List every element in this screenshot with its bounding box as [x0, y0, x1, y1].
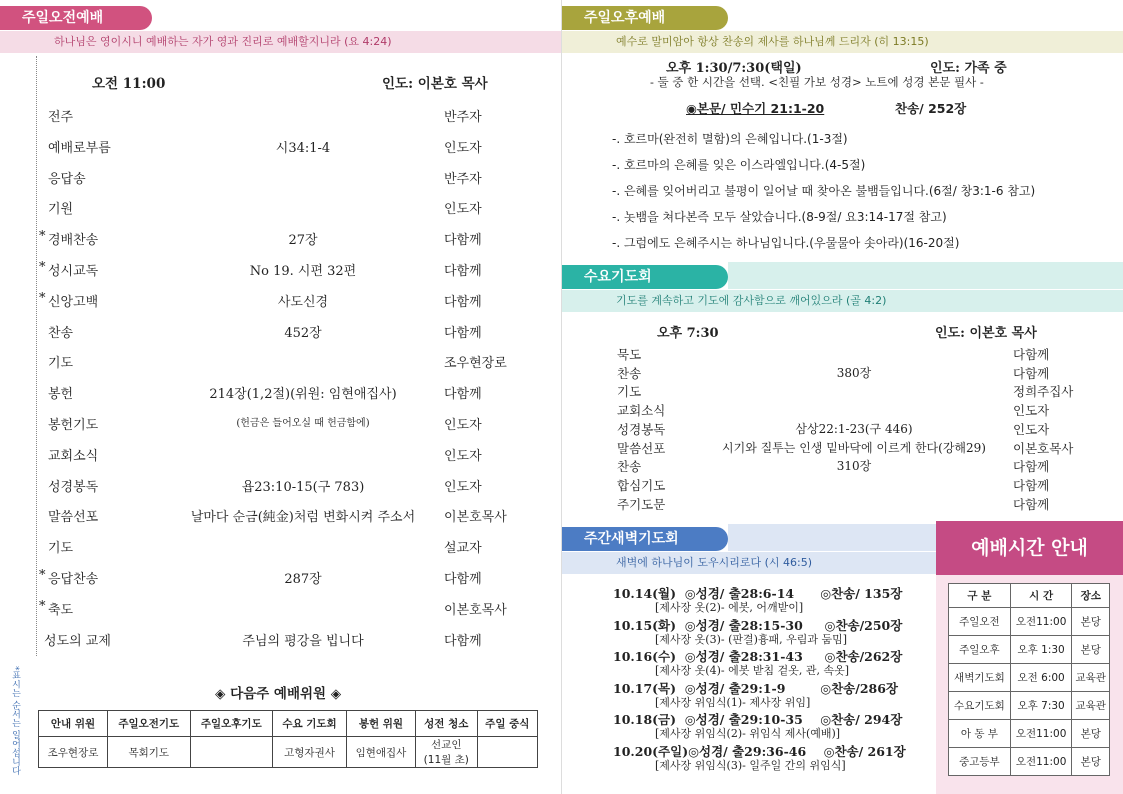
order-item-person: 인도자	[444, 418, 482, 433]
committee-value: 조우현장로	[39, 737, 108, 768]
wednesday-order-row	[617, 439, 1087, 457]
order-item-person: 다함께	[444, 325, 482, 341]
next-week-title: ◈ 다음주 예배위원 ◈	[215, 686, 342, 702]
order-item-name: 예배로부름	[48, 140, 111, 156]
dawn-bar	[728, 524, 936, 551]
sermon-point: -. 놋뱀을 쳐다본즉 모두 살았습니다.(8-9절/ 요3:14-17절 참고)	[612, 210, 947, 224]
morning-order-row	[48, 137, 538, 157]
order-item-person: 반주자	[444, 171, 482, 187]
order-item-person: 이본호목사	[444, 510, 507, 526]
order-item-person: 설교자	[444, 541, 482, 557]
order-item-detail: 날마다 순금(純金)처럼 변화시켜 주소서	[190, 510, 416, 526]
dawn-day-line: 10.15(화) ◎성경/ 출28:15-30 ◎찬송/250장	[613, 617, 903, 633]
order-item-person: 다함께	[1013, 365, 1050, 381]
order-item-detail: 287장	[284, 572, 322, 587]
committee-header: 주일 중식	[477, 711, 537, 737]
order-item-person: 조우현장로	[444, 356, 507, 372]
order-item-name: 찬송	[617, 365, 642, 381]
order-item-person: 다함께	[444, 294, 482, 310]
morning-title: 주일오전예배	[0, 6, 152, 30]
dawn-day-theme: [제사장 위임식(3)- 일주일 간의 위임식]	[655, 758, 846, 772]
sermon-point: -. 은혜를 잊어버리고 불평이 일어날 때 찾아온 불뱀들입니다.(6절/ 창3:1-6 참고)	[612, 184, 1036, 198]
committee-header: 수요 기도회	[273, 711, 347, 737]
committee-value: 선교인 (11월 초)	[415, 737, 477, 768]
committee-header: 주일오후기도	[190, 711, 273, 737]
morning-order-row	[39, 260, 538, 280]
order-item-person: 정희주집사	[1013, 384, 1074, 400]
dawn-day-theme: [제사장 옷(3)- (판결)흉패, 우림과 둠밈]	[655, 632, 848, 646]
morning-verse: 하나님은 영이시니 예배하는 자가 영과 진리로 예배할지니라 (요 4:24)	[0, 31, 561, 53]
morning-order-row	[48, 168, 538, 188]
order-item-person: 다함께	[444, 633, 482, 649]
dawn-title: 주간새벽기도회	[562, 527, 728, 551]
dawn-day-theme: [제사장 옷(2)- 에봇, 어깨받이]	[655, 601, 804, 614]
stand-mark: *	[39, 568, 46, 583]
afternoon-title: 주일오후예배	[562, 6, 728, 30]
order-item-person: 다함께	[444, 572, 482, 587]
order-item-detail: 사도신경	[277, 294, 329, 310]
order-item-name: 주기도문	[617, 496, 666, 512]
schedule-row	[949, 664, 1110, 692]
committee-value: 고형자권사	[273, 737, 347, 768]
sermon-point: -. 호르마(완전히 멸함)의 은혜입니다.(1-3절)	[612, 132, 848, 146]
morning-order-row	[48, 476, 538, 496]
order-item-person: 다함께	[444, 233, 482, 249]
committee-header: 봉헌 위원	[346, 711, 415, 737]
order-item-person: 반주자	[444, 110, 482, 125]
order-item-name: 기도	[48, 356, 74, 372]
afternoon-time: 오후 1:30/7:30(택일)	[666, 61, 802, 76]
schedule-cell: 중고등부	[949, 748, 1011, 776]
dawn-day-line: 10.14(월) ◎성경/ 출28:6-14 ◎찬송/ 135장	[613, 586, 903, 601]
side-note: *표시는 순서는 일어섭니다	[10, 666, 20, 776]
order-item-person: 인도자	[1013, 403, 1050, 419]
dawn-day-theme: [제사장 위임식(2)- 위임식 제사(예배)]	[655, 727, 841, 740]
order-item-name: 찬송	[617, 459, 642, 475]
order-item-person: 다함께	[444, 264, 482, 279]
wednesday-order-row	[617, 457, 1087, 475]
afternoon-verse: 예수로 말미암아 항상 찬송의 제사를 하나님께 드리자 (히 13:15)	[562, 31, 1123, 53]
morning-order-row	[48, 198, 538, 218]
order-item-detail: 시기와 질투는 인생 밑바닥에 이르게 한다(강해29)	[722, 440, 986, 455]
order-item-name: 말씀선포	[48, 510, 99, 526]
schedule-cell: 교육관	[1072, 664, 1110, 692]
order-item-detail: 380장	[836, 365, 872, 380]
order-item-detail: 시34:1-4	[275, 140, 331, 156]
schedule-cell: 새벽기도회	[949, 664, 1011, 692]
afternoon-text-label: ◉본문/ 민수기 21:1-20	[686, 101, 825, 116]
order-item-name: 응답찬송	[48, 572, 99, 587]
schedule-row	[949, 608, 1110, 636]
schedule-cell: 교육관	[1072, 692, 1110, 720]
schedule-cell: 주일오전	[949, 608, 1011, 636]
stand-mark: *	[39, 229, 46, 245]
page-divider	[561, 0, 562, 794]
order-item-detail: 452장	[284, 325, 322, 341]
morning-order-row	[48, 352, 538, 372]
schedule-header: 구 분	[949, 584, 1011, 608]
wednesday-order-row	[617, 401, 1087, 419]
order-item-name: 말씀선포	[617, 440, 666, 456]
schedule-cell: 본당	[1072, 748, 1110, 776]
wednesday-time: 오후 7:30	[657, 326, 719, 341]
schedule-row	[949, 692, 1110, 720]
schedule-cell: 오전11:00	[1010, 720, 1072, 748]
schedule-cell: 오전11:00	[1010, 608, 1072, 636]
morning-order-row	[39, 290, 538, 311]
morning-order-row	[44, 630, 538, 650]
order-item-name: 기도	[617, 384, 642, 400]
order-item-name: 성시교독	[48, 264, 99, 279]
schedule-cell: 오후 7:30	[1010, 692, 1072, 720]
order-item-detail: 삼상22:1-23(구 446)	[795, 421, 913, 436]
morning-order-row	[39, 598, 538, 619]
schedule-row	[949, 748, 1110, 776]
schedule-cell: 본당	[1072, 720, 1110, 748]
stand-mark: *	[39, 260, 46, 275]
order-item-detail: 27장	[288, 233, 318, 249]
wednesday-order-row	[617, 345, 1087, 363]
order-item-name: 경배찬송	[48, 233, 99, 249]
morning-order-row	[48, 106, 538, 126]
schedule-cell: 본당	[1072, 636, 1110, 664]
wednesday-order-row	[617, 382, 1087, 400]
order-item-name: 교회소식	[48, 448, 99, 464]
schedule-row	[949, 636, 1110, 664]
sermon-point: -. 그럼에도 은혜주시는 하나님입니다.(우물물아 솟아라)(16-20절)	[612, 236, 960, 250]
order-item-name: 합심기도	[617, 477, 666, 493]
order-item-name: 성경봉독	[48, 479, 99, 495]
dawn-day-line: 10.18(금) ◎성경/ 출29:10-35 ◎찬송/ 294장	[613, 712, 903, 727]
order-item-detail: 310장	[836, 459, 872, 474]
schedule-row	[949, 720, 1110, 748]
wednesday-order-row	[617, 420, 1087, 438]
next-week-table	[38, 710, 538, 768]
wednesday-order-row	[617, 495, 1087, 513]
order-item-person: 다함께	[1013, 347, 1050, 362]
order-item-name: 전주	[48, 110, 74, 125]
schedule-cell: 아 동 부	[949, 720, 1011, 748]
morning-leader: 인도: 이본호 목사	[382, 76, 488, 92]
order-item-person: 인도자	[444, 448, 482, 464]
committee-header: 성전 청소	[415, 711, 477, 737]
schedule-table	[948, 583, 1110, 776]
order-item-name: 봉헌기도	[48, 418, 99, 433]
committee-value	[190, 737, 273, 768]
left-dotted-line	[36, 56, 37, 656]
committee-value	[477, 737, 537, 768]
wednesday-bar	[728, 262, 1123, 289]
committee-value: 목회기도	[108, 737, 191, 768]
order-item-name: 교회소식	[617, 403, 666, 419]
order-item-person: 이본호목사	[1013, 440, 1074, 456]
schedule-cell: 주일오후	[949, 636, 1011, 664]
schedule-header: 시 간	[1010, 584, 1072, 608]
morning-order-row	[39, 568, 538, 588]
order-item-detail: No 19. 시편 32편	[249, 264, 357, 279]
schedule-cell: 오전11:00	[1010, 748, 1072, 776]
morning-order-row	[48, 383, 538, 403]
order-item-person: 다함께	[1013, 496, 1050, 512]
wednesday-title: 수요기도회	[562, 265, 728, 289]
sermon-point: -. 호르마의 은혜를 잊은 이스라엘입니다.(4-5절)	[612, 158, 866, 172]
dawn-day-theme: [제사장 옷(4)- 에봇 받침 겉옷, 관, 속옷]	[655, 664, 849, 677]
afternoon-note: - 둘 중 한 시간을 선택. <친필 가보 성경> 노트에 성경 본문 필사 -	[650, 75, 984, 89]
schedule-cell: 수요기도회	[949, 692, 1011, 720]
order-item-name: 기도	[48, 541, 74, 557]
committee-header: 안내 위원	[39, 711, 108, 737]
stand-mark: *	[39, 598, 46, 614]
order-item-name: 성경봉독	[617, 421, 666, 437]
dawn-verse: 새벽에 하나님이 도우시리로다 (시 46:5)	[562, 552, 936, 574]
dawn-day-line: 10.20(주일)◎성경/ 출29:36-46 ◎찬송/ 261장	[613, 743, 906, 759]
schedule-header: 장소	[1072, 584, 1110, 608]
wednesday-order-row	[617, 364, 1087, 382]
order-item-name: 묵도	[617, 347, 642, 362]
schedule-cell: 본당	[1072, 608, 1110, 636]
morning-order-row	[48, 506, 538, 526]
order-item-person: 인도자	[444, 202, 482, 218]
order-item-person: 다함께	[1013, 477, 1050, 493]
order-item-person: 다함께	[1013, 459, 1050, 475]
order-item-name: 성도의 교제	[44, 633, 111, 649]
afternoon-hymn: 찬송/ 252장	[895, 101, 967, 116]
morning-time: 오전 11:00	[92, 76, 166, 92]
order-item-detail: 욥23:10-15(구 783)	[241, 479, 365, 495]
committee-header: 주일오전기도	[108, 711, 191, 737]
order-item-name: 축도	[48, 602, 74, 618]
order-item-name: 봉헌	[48, 387, 74, 403]
order-item-person: 이본호목사	[444, 602, 507, 618]
morning-order-row	[48, 537, 538, 557]
afternoon-leader: 인도: 가족 중	[930, 61, 1007, 76]
dawn-day-line: 10.17(목) ◎성경/ 출29:1-9 ◎찬송/286장	[613, 680, 898, 696]
dawn-day-theme: [제사장 위임식(1)- 제사장 위임]	[655, 695, 811, 709]
schedule-title: 예배시간 안내	[936, 521, 1123, 575]
order-item-detail: (헌금은 들어오실 때 헌금함에)	[236, 418, 370, 429]
order-item-name: 찬송	[48, 325, 74, 341]
order-item-name: 신앙고백	[48, 294, 99, 310]
order-item-name: 응답송	[48, 171, 86, 187]
order-item-person: 다함께	[444, 387, 482, 403]
schedule-cell: 오전 6:00	[1010, 664, 1072, 692]
order-item-detail: 주님의 평강을 빕니다	[242, 633, 364, 649]
morning-order-row	[48, 322, 538, 342]
order-item-detail: 214장(1,2절)(위원: 임현애집사)	[209, 387, 397, 403]
order-item-person: 인도자	[444, 140, 482, 156]
committee-value: 임현애집사	[346, 737, 415, 768]
morning-order-row	[39, 229, 538, 249]
dawn-day-line: 10.16(수) ◎성경/ 출28:31-43 ◎찬송/262장	[613, 649, 903, 664]
order-item-name: 기원	[48, 202, 74, 218]
morning-order-row	[48, 445, 538, 465]
wednesday-leader: 인도: 이본호 목사	[935, 326, 1037, 341]
morning-order-row	[48, 414, 538, 434]
order-item-person: 인도자	[1013, 421, 1050, 437]
wednesday-order-row	[617, 476, 1087, 494]
stand-mark: *	[39, 290, 46, 306]
order-item-person: 인도자	[444, 479, 482, 495]
schedule-cell: 오후 1:30	[1010, 636, 1072, 664]
wednesday-verse: 기도를 계속하고 기도에 감사함으로 깨어있으라 (골 4:2)	[562, 290, 1123, 312]
